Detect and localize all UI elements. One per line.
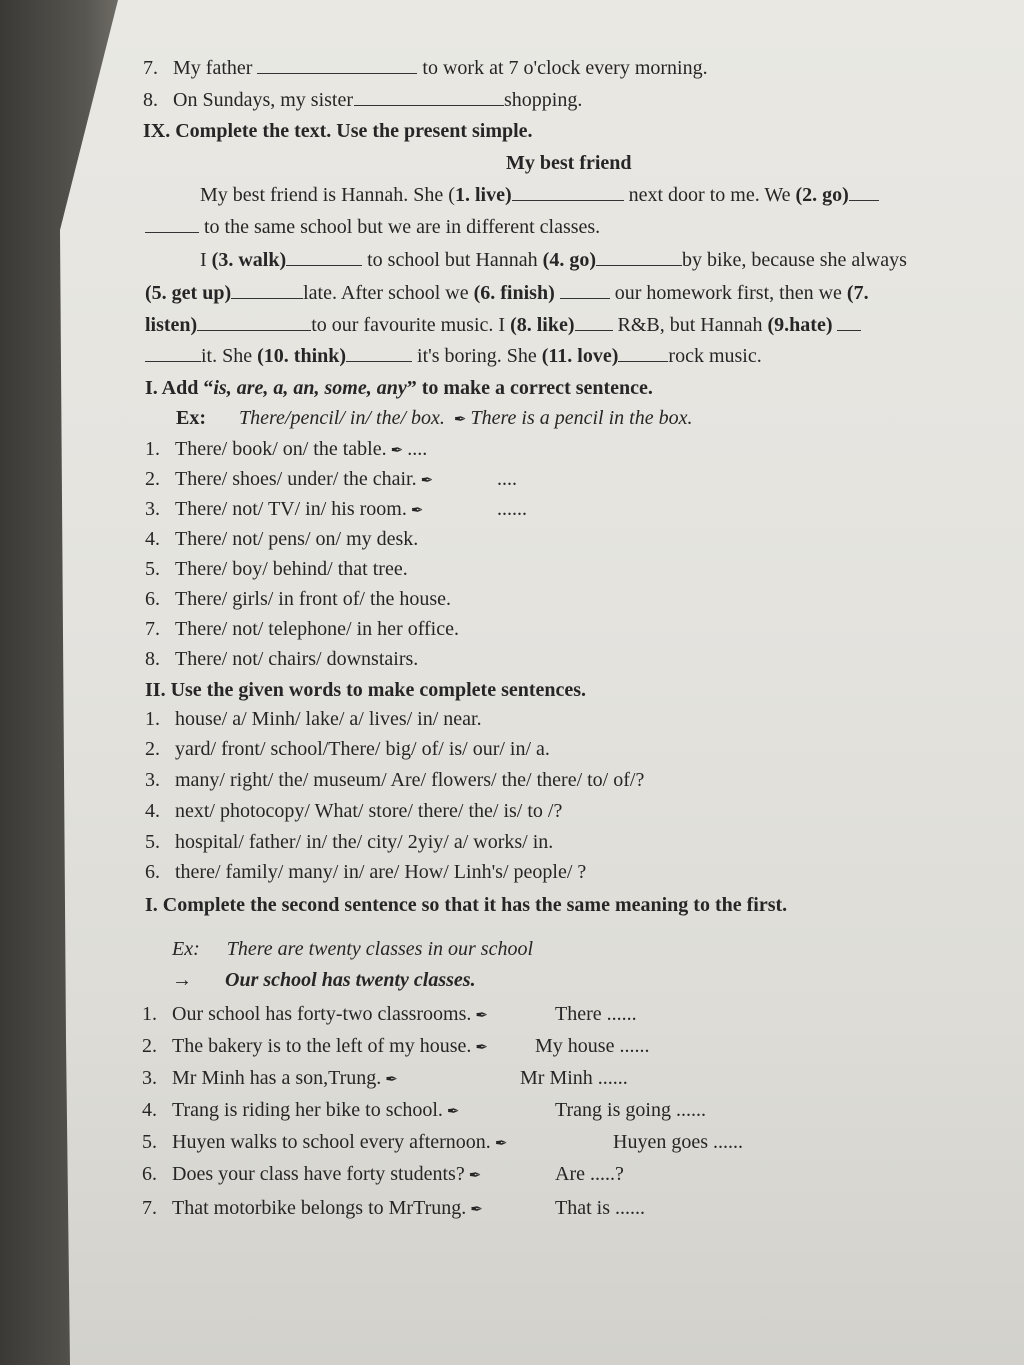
passage-text: by bike, because she always [681, 249, 907, 271]
section-heading: I. Complete the second sentence so that it has the same meaning to the first. [145, 894, 788, 916]
verb-cue: (3. walk) [211, 249, 287, 271]
answer-blank [145, 345, 201, 362]
item-number: 3. [145, 498, 160, 520]
example-line [176, 406, 692, 432]
passage-text: to our favourite music. I [311, 314, 511, 336]
verb-cue: (10. think) [257, 345, 347, 367]
answer-blank [618, 345, 668, 362]
pencil-arrow-icon: ✒ [468, 1168, 482, 1184]
item-text: There/ not/ pens/ on/ my desk. [175, 528, 419, 550]
passage-title: My best friend [506, 152, 632, 174]
example-prompt: There are twenty classes in our school [226, 938, 534, 960]
answer-blank [560, 282, 610, 299]
item-text: Huyen walks to school every afternoon. [172, 1131, 491, 1153]
answer-blank [197, 314, 311, 331]
list-item [145, 587, 451, 611]
answer-blank [849, 184, 879, 201]
section-heading [145, 376, 653, 400]
list-item [145, 497, 527, 523]
item-text: Our school has forty-two classrooms. [172, 1003, 472, 1025]
item-text: There/ boy/ behind/ that tree. [175, 558, 408, 580]
rewrite-start: Mr Minh ...... [520, 1067, 628, 1089]
passage-text: My best friend is Hannah. She ( [200, 184, 455, 206]
list-item [145, 437, 427, 463]
answer-blank [346, 345, 412, 362]
example-answer: There is a pencil in the box. [470, 407, 693, 429]
list-item [145, 557, 408, 581]
pencil-arrow-icon: ✒ [475, 1040, 488, 1056]
rewrite-start: Trang is going ...... [555, 1099, 706, 1121]
verb-cue: (2. go) [795, 184, 849, 206]
example-label: Ex: [176, 407, 206, 429]
passage-line-5 [145, 313, 861, 337]
item-text: house/ a/ Minh/ lake/ a/ lives/ in/ near. [175, 708, 482, 730]
answer-blank [286, 249, 362, 266]
item-number: 2. [145, 468, 160, 490]
rewrite-start: Huyen goes ...... [613, 1131, 743, 1153]
item-number: 6. [142, 1163, 157, 1185]
passage-text: it. She [201, 345, 258, 367]
passage-text: our homework first, then we [614, 282, 847, 304]
item-number: 2. [145, 738, 160, 760]
item-text: There/ shoes/ under/ the chair. [175, 468, 417, 490]
item-number: 3. [142, 1067, 157, 1089]
item-number: 3. [145, 769, 160, 791]
verb-cue: 1. live) [454, 184, 512, 206]
item-number: 6. [145, 861, 160, 883]
list-item [142, 1002, 637, 1028]
item-text: shopping. [504, 89, 583, 111]
item-text: The bakery is to the left of my house. [172, 1035, 472, 1057]
item-number: 1. [142, 1003, 157, 1025]
item-8 [143, 88, 582, 112]
example-line [172, 937, 533, 961]
item-text: many/ right/ the/ museum/ Are/ flowers/ the/ there/ to/ of/? [175, 769, 645, 791]
item-number: 6. [145, 588, 160, 610]
answer-dots: .... [497, 468, 517, 490]
pencil-arrow-icon: ✒ [470, 1202, 483, 1218]
item-text: There/ not/ chairs/ downstairs. [175, 648, 419, 670]
heading-text: I. Add “ [145, 377, 214, 399]
passage-text: R&B, but Hannah [617, 314, 768, 336]
pencil-arrow-icon: ✒ [410, 503, 424, 519]
answer-blank [837, 314, 861, 331]
section-heading: IX. Complete the text. Use the present simple. [143, 120, 533, 142]
verb-cue: (5. get up) [145, 282, 232, 304]
item-text: hospital/ father/ in/ the/ city/ 2yiy/ a/ works/ in. [175, 831, 554, 853]
answer-blank [231, 282, 303, 299]
item-text: next/ photocopy/ What/ store/ there/ the/ is/ to /? [175, 800, 563, 822]
pencil-arrow-icon: ✒ [494, 1136, 508, 1152]
pencil-arrow-icon: ✒ [475, 1008, 488, 1024]
list-item [145, 527, 418, 551]
passage-text: to school but Hannah [367, 249, 543, 271]
list-item [145, 647, 418, 671]
item-number: 4. [145, 800, 160, 822]
verb-cue: (9.hate) [767, 314, 833, 336]
item-text: yard/ front/ school/There/ big/ of/ is/ our/ in/ a. [175, 738, 550, 760]
item-text: There/ girls/ in front of/ the house. [175, 588, 452, 610]
answer-blank [257, 57, 417, 74]
item-7 [143, 56, 708, 80]
item-number: 1. [145, 708, 160, 730]
passage-text: next door to me. We [628, 184, 796, 206]
item-text: Does your class have forty students? [172, 1163, 465, 1185]
item-number: 8. [145, 648, 160, 670]
item-text: There/ not/ TV/ in/ his room. [175, 498, 407, 520]
verb-cue: listen) [145, 314, 198, 336]
passage-text: late. After school we [303, 282, 474, 304]
item-number: 8. [143, 89, 158, 111]
item-text: There/ not/ telephone/ in her office. [175, 618, 459, 640]
pencil-arrow-icon: ✒ [420, 473, 434, 489]
verb-cue: (6. finish) [473, 282, 555, 304]
rewrite-start: That is ...... [555, 1197, 645, 1219]
item-number: 2. [142, 1035, 157, 1057]
answer-blank [354, 89, 504, 106]
item-number: 5. [142, 1131, 157, 1153]
list-item [145, 799, 562, 823]
item-text: Trang is riding her bike to school. [172, 1099, 443, 1121]
list-item [145, 617, 459, 641]
list-item [145, 860, 586, 884]
section-heading: II. Use the given words to make complete sentences. [145, 679, 587, 701]
answer-dots: .... [407, 438, 428, 460]
passage-line-4 [145, 281, 869, 305]
right-arrow-icon: → [172, 969, 192, 991]
item-text: to work at 7 o'clock every morning. [422, 57, 708, 79]
answer-dots: ...... [497, 498, 527, 520]
item-number: 4. [145, 528, 160, 550]
list-item [142, 1196, 645, 1222]
list-item [145, 467, 517, 493]
rewrite-start: My house ...... [535, 1035, 650, 1057]
rewrite-start: There ...... [555, 1003, 637, 1025]
pencil-arrow-icon: ✒ [390, 443, 404, 459]
verb-cue: (11. love) [541, 345, 619, 367]
item-text: On Sundays, my sister [173, 89, 353, 111]
passage-text: it's boring. She [417, 345, 542, 367]
list-item [142, 1098, 706, 1124]
item-number: 7. [142, 1197, 157, 1219]
list-item [142, 1066, 628, 1092]
heading-keywords: is, are, a, an, some, any [213, 377, 407, 399]
item-number: 7. [145, 618, 160, 640]
passage-text: rock music. [668, 345, 762, 367]
answer-blank [575, 314, 613, 331]
pencil-arrow-icon: ✒ [453, 412, 467, 428]
item-number: 5. [145, 831, 160, 853]
example-prompt: There/pencil/ in/ the/ box. [239, 407, 445, 429]
list-item [142, 1162, 624, 1188]
answer-blank [512, 184, 624, 201]
passage-line-2 [145, 215, 600, 239]
passage-line-6 [145, 344, 762, 368]
list-item [145, 768, 644, 792]
item-number: 1. [145, 438, 160, 460]
passage-line-3 [200, 248, 907, 272]
passage-line-1 [200, 183, 879, 207]
example-label: Ex: [172, 938, 200, 960]
list-item [145, 830, 553, 854]
item-number: 4. [142, 1099, 157, 1121]
passage-text: I [200, 249, 212, 271]
item-text: Mr Minh has a son,Trung. [172, 1067, 382, 1089]
example-answer-line [172, 968, 476, 992]
list-item [142, 1130, 743, 1156]
item-text: There/ book/ on/ the table. [175, 438, 387, 460]
passage-text: to the same school but we are in different classes. [204, 216, 601, 238]
verb-cue: (8. like) [510, 314, 575, 336]
list-item [145, 707, 482, 731]
pencil-arrow-icon: ✒ [446, 1104, 460, 1120]
answer-blank [145, 216, 199, 233]
list-item [142, 1034, 650, 1060]
item-text: That motorbike belongs to MrTrung. [172, 1197, 467, 1219]
verb-cue: (7. [846, 282, 869, 304]
rewrite-start: Are .....? [555, 1163, 624, 1185]
verb-cue: (4. go) [542, 249, 596, 271]
item-text: there/ family/ many/ in/ are/ How/ Linh's/ people/ ? [175, 861, 587, 883]
answer-blank [596, 249, 682, 266]
pencil-arrow-icon: ✒ [385, 1072, 398, 1088]
list-item [145, 737, 550, 761]
example-answer: Our school has twenty classes. [225, 969, 476, 991]
item-text: My father [173, 57, 253, 79]
item-number: 7. [143, 57, 158, 79]
item-number: 5. [145, 558, 160, 580]
heading-text: ” to make a correct sentence. [406, 377, 653, 399]
